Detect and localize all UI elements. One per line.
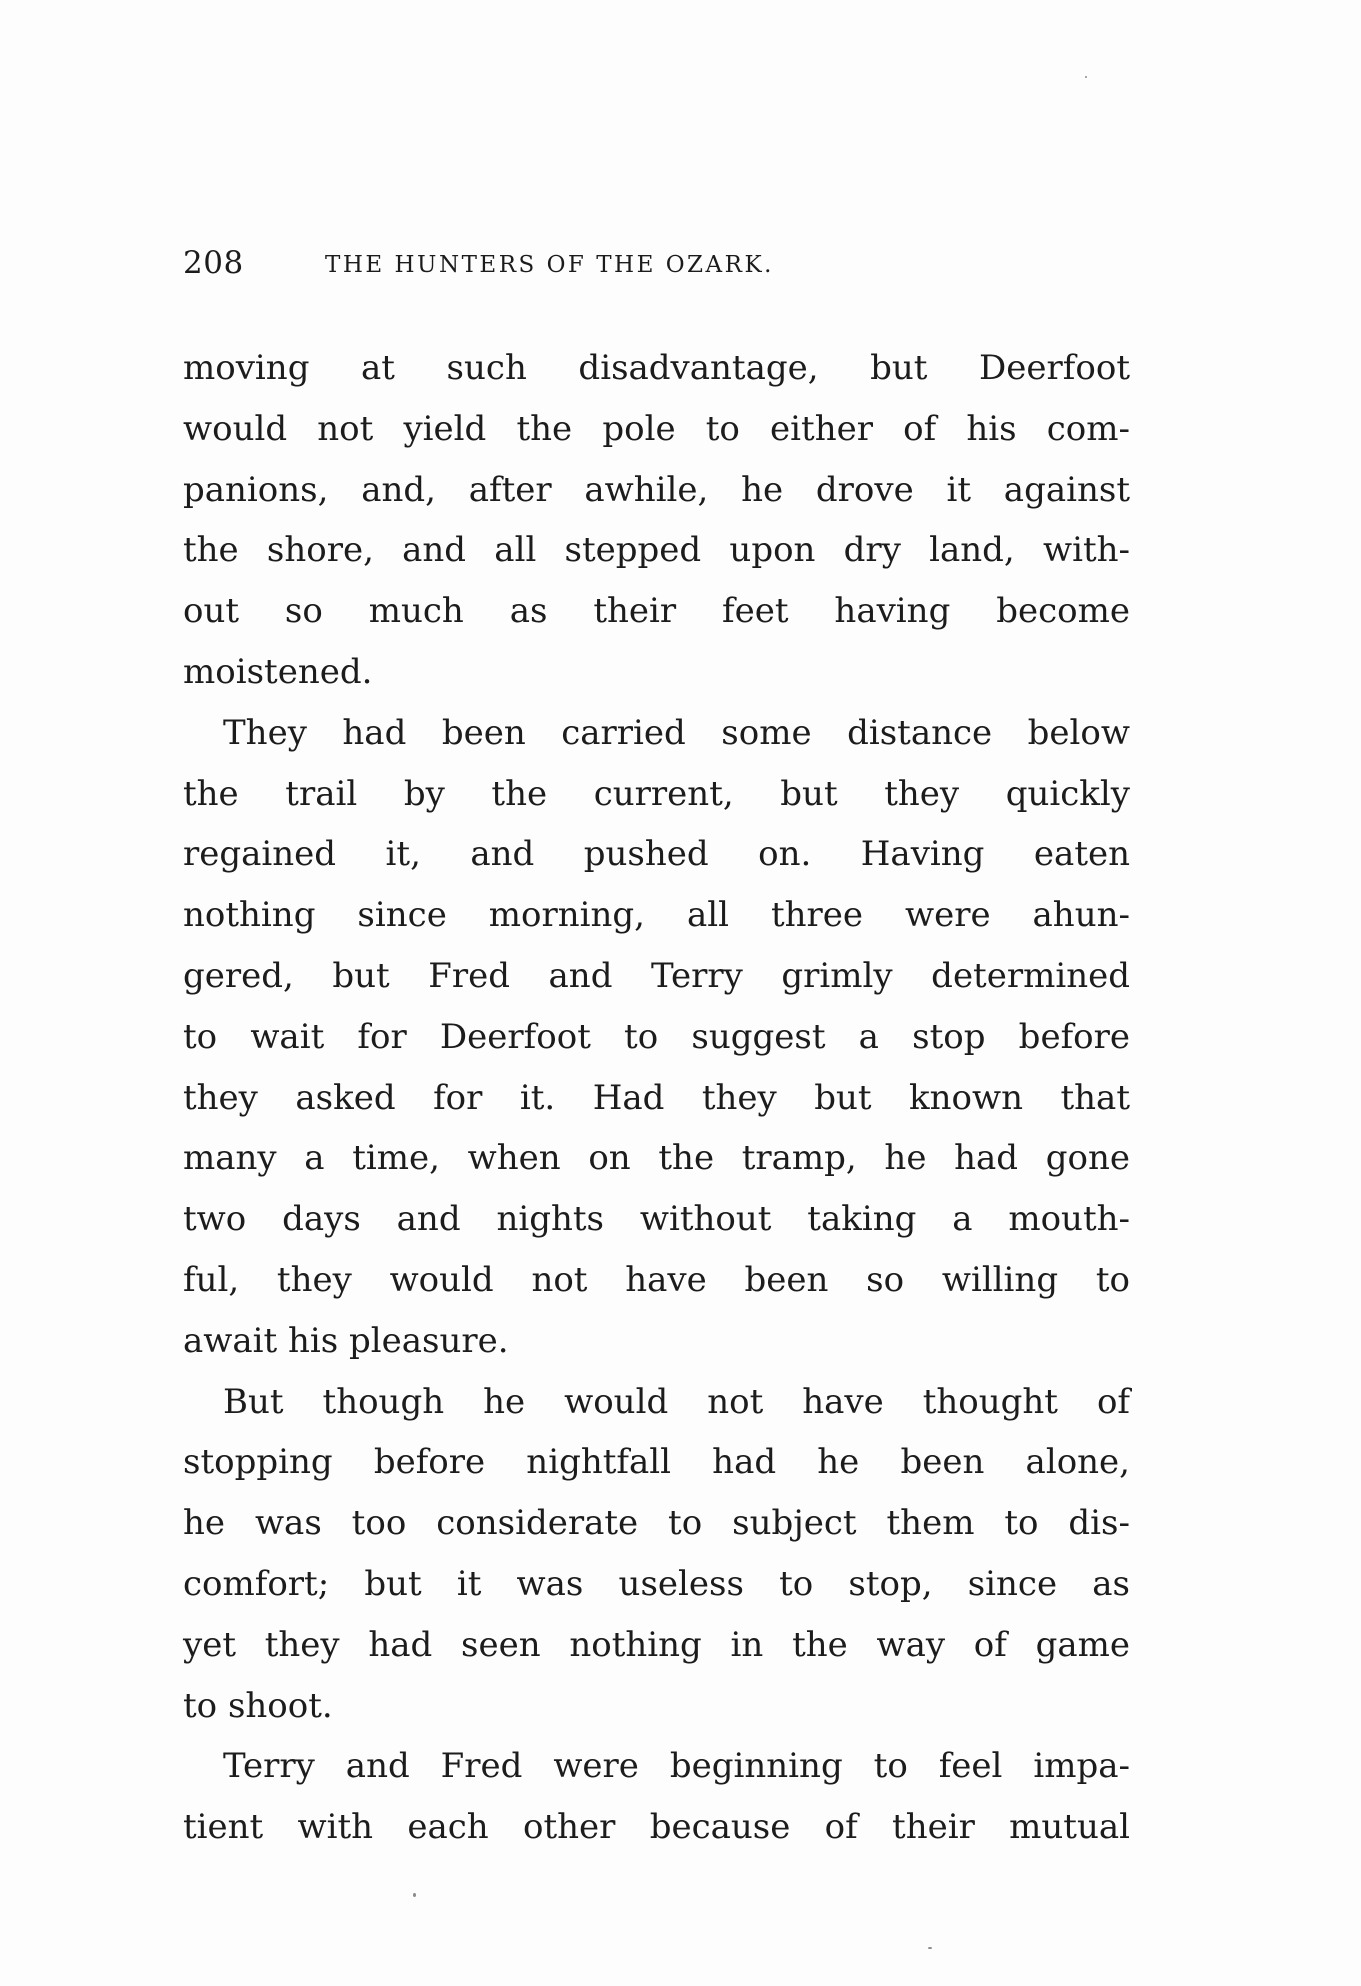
text-line: ful, they would not have been so willing to bbox=[183, 1259, 1130, 1300]
text-line: the trail by the current, but they quickly bbox=[183, 773, 1130, 814]
page-header bbox=[183, 243, 1133, 283]
text-line: out so much as their feet having become bbox=[183, 591, 1130, 632]
text-line: tient with each other because of their mutual bbox=[183, 1807, 1130, 1848]
text-line: yet they had seen nothing in the way of game bbox=[183, 1624, 1130, 1665]
text-line: many a time, when on the tramp, he had gone bbox=[183, 1138, 1130, 1179]
text-line: comfort; but it was useless to stop, since as bbox=[183, 1563, 1130, 1604]
text-line: the shore, and all stepped upon dry land, with- bbox=[183, 530, 1130, 571]
text-line: two days and nights without taking a mouth- bbox=[183, 1199, 1130, 1240]
text-line: he was too considerate to subject them to dis- bbox=[183, 1503, 1130, 1544]
text-line: panions, and, after awhile, he drove it against bbox=[183, 469, 1130, 510]
text-line: moistened. bbox=[183, 651, 373, 692]
print-speck bbox=[413, 1893, 416, 1897]
body-text bbox=[183, 338, 1130, 1858]
paragraph-first-line: They had been carried some distance below bbox=[223, 712, 1130, 753]
text-line: to shoot. bbox=[183, 1685, 333, 1726]
page-number: 208 bbox=[183, 245, 244, 281]
text-line: would not yield the pole to either of his com- bbox=[183, 408, 1130, 449]
print-speck bbox=[928, 1947, 932, 1949]
paragraph-first-line: But though he would not have thought of bbox=[223, 1381, 1130, 1422]
text-line: nothing since morning, all three were ahun- bbox=[183, 895, 1130, 936]
text-line: stopping before nightfall had he been alone, bbox=[183, 1442, 1130, 1483]
text-line: moving at such disadvantage, but Deerfoot bbox=[183, 348, 1130, 388]
running-title: THE HUNTERS OF THE OZARK. bbox=[325, 252, 774, 278]
text-line: regained it, and pushed on. Having eaten bbox=[183, 834, 1130, 875]
text-line: they asked for it. Had they but known that bbox=[183, 1077, 1130, 1118]
text-line: to wait for Deerfoot to suggest a stop before bbox=[183, 1016, 1130, 1057]
text-line: gered, but Fred and Terry grimly determined bbox=[183, 955, 1130, 996]
text-line: await his pleasure. bbox=[183, 1320, 509, 1361]
print-speck bbox=[1085, 76, 1087, 78]
paragraph-first-line: Terry and Fred were beginning to feel impa- bbox=[223, 1746, 1130, 1787]
